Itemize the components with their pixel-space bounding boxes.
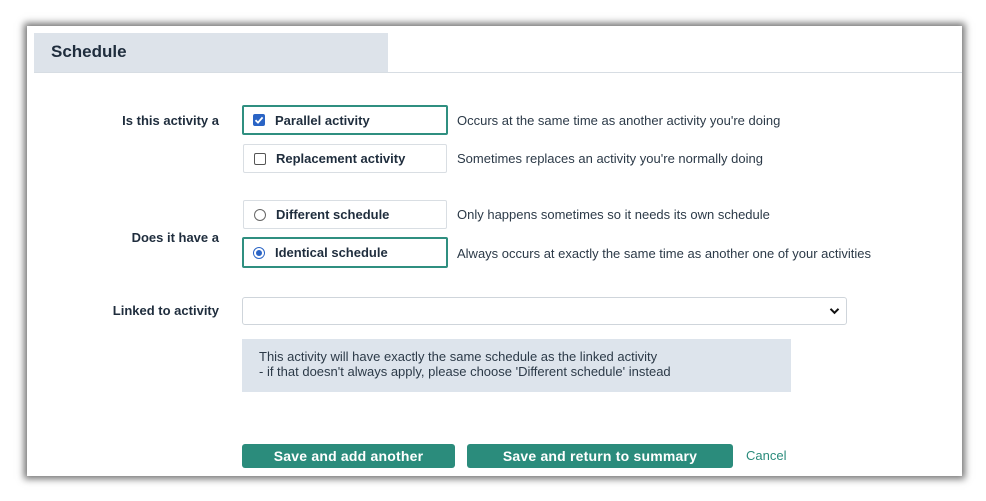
linked-activity-label: Linked to activity: [112, 303, 219, 318]
replacement-activity-description: Sometimes replaces an activity you're normally doing: [457, 151, 763, 166]
replacement-activity-label: Replacement activity: [276, 151, 406, 166]
radio-selected-dot: [256, 250, 262, 256]
parallel-activity-checkbox[interactable]: [253, 114, 265, 126]
different-schedule-label: Different schedule: [276, 207, 390, 222]
parallel-activity-description: Occurs at the same time as another activity you're doing: [457, 113, 781, 128]
info-line-1: This activity will have exactly the same schedule as the linked activity: [259, 349, 658, 364]
save-and-return-button[interactable]: Save and return to summary: [467, 444, 733, 468]
parallel-activity-option[interactable]: [242, 105, 448, 135]
info-line-2: - if that doesn't always apply, please choose 'Different schedule' instead: [259, 364, 671, 379]
header-divider: [34, 72, 962, 73]
parallel-activity-label: Parallel activity: [275, 112, 370, 128]
schedule-type-label: Does it have a: [131, 230, 219, 245]
cancel-link[interactable]: Cancel: [746, 448, 787, 463]
info-message: [242, 339, 791, 392]
identical-schedule-radio[interactable]: [253, 247, 265, 259]
identical-schedule-description: Always occurs at exactly the same time as another one of your activities: [457, 246, 872, 261]
identical-schedule-label: Identical schedule: [275, 245, 388, 260]
activity-type-label: Is this activity a: [122, 113, 219, 128]
replacement-activity-option[interactable]: [243, 144, 447, 173]
check-icon: [254, 115, 264, 125]
different-schedule-radio[interactable]: [254, 209, 266, 221]
different-schedule-option[interactable]: [243, 200, 447, 229]
section-header: [34, 33, 388, 73]
linked-activity-select[interactable]: [242, 297, 847, 325]
different-schedule-description: Only happens sometimes so it needs its own schedule: [457, 207, 770, 222]
replacement-activity-checkbox[interactable]: [254, 153, 266, 165]
section-title: Schedule: [51, 42, 127, 61]
save-and-add-another-button[interactable]: Save and add another: [242, 444, 455, 468]
chevron-down-icon: [829, 307, 840, 315]
identical-schedule-option[interactable]: [242, 237, 448, 268]
